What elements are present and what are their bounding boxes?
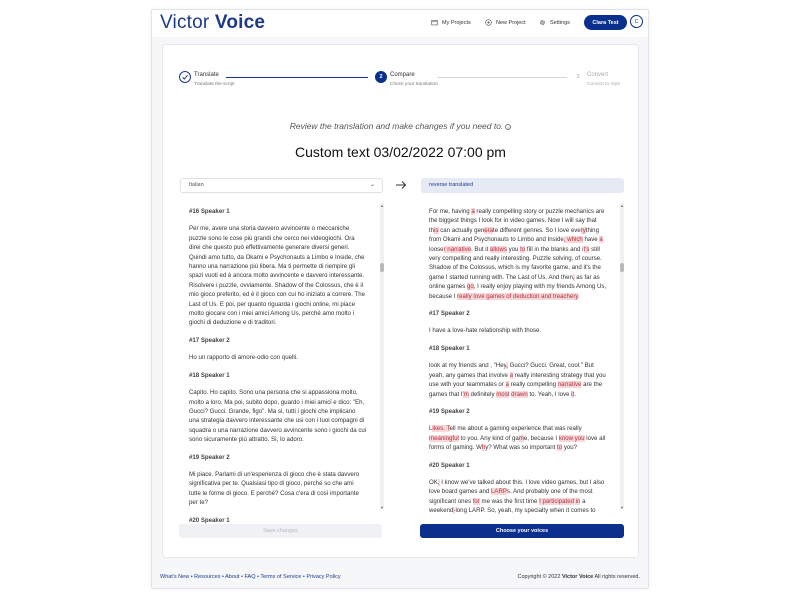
nav-item-label: My Projects xyxy=(442,19,471,26)
footer-link[interactable]: Terms of Service xyxy=(260,574,302,580)
source-language-value: Italian xyxy=(189,182,204,188)
arrow-right-icon xyxy=(395,179,407,191)
step-number: 2 xyxy=(375,71,387,83)
changed-text-highlight[interactable]: ikes. T xyxy=(432,425,450,433)
step-subtitle: Translate the script xyxy=(194,82,235,87)
changed-text-highlight[interactable]: is xyxy=(434,226,439,234)
gear-icon xyxy=(539,19,546,26)
changed-text-highlight[interactable]: a xyxy=(509,371,514,379)
review-instruction xyxy=(163,121,638,131)
footer-separator: • xyxy=(220,574,226,580)
avatar[interactable]: C xyxy=(630,15,643,28)
changed-text-highlight[interactable]: to xyxy=(557,444,563,452)
original-text-panel[interactable] xyxy=(181,203,386,524)
nav-my-projects[interactable] xyxy=(431,19,471,26)
footer-separator: • xyxy=(255,574,261,580)
changed-text-highlight[interactable]: to xyxy=(520,245,526,253)
step-title: Compare xyxy=(390,72,415,78)
changed-text-highlight[interactable]: , which xyxy=(563,236,583,244)
scroll-thumb[interactable] xyxy=(380,263,384,272)
nav-new-project[interactable] xyxy=(485,19,526,26)
speaker-text[interactable]: OK, I know we've talked about this. I love video games, but I also love board games and LARPs. And probably one of the most significant ones for me was the first time I participated in a weekend-long LARP. So, yeah, my specialty when it comes to xyxy=(429,478,605,515)
speaker-heading: #16 Speaker 1 xyxy=(189,208,230,215)
footer-link[interactable]: Resources xyxy=(194,574,221,580)
changed-text-highlight[interactable]: , xyxy=(572,273,575,281)
brand-name-bold: Voice xyxy=(214,12,266,33)
footer-separator: • xyxy=(301,574,307,580)
speaker-heading: #17 Speaker 2 xyxy=(429,310,470,318)
step-connector xyxy=(437,77,567,78)
step-subtitle: Convert to mp3 xyxy=(587,82,620,87)
footer-link[interactable]: About xyxy=(225,574,240,580)
changed-text-highlight[interactable]: , xyxy=(506,362,508,370)
nav-item-label: New Project xyxy=(496,19,526,26)
page-title: Custom text 03/02/2022 07:00 pm xyxy=(295,144,506,160)
copyright-prefix: Copyright © 2022 xyxy=(517,574,562,580)
changed-text-highlight[interactable]: a xyxy=(599,236,603,244)
speaker-text[interactable]: Mi piace. Parlami di un'esperienza di gioco che è stata davvero significativa per te. Qualsiasi tipo di gioco, perché so che ami tutte le forme di gioco. E perché? Cosa c'era di così importante per te? xyxy=(189,470,360,507)
changed-text-highlight[interactable]: most xyxy=(496,390,510,398)
nav-item-label: Settings xyxy=(550,19,570,26)
info-icon[interactable]: i xyxy=(505,124,511,130)
changed-text-highlight[interactable]: it xyxy=(571,390,575,398)
changed-text-highlight[interactable]: t's xyxy=(583,245,590,253)
top-header xyxy=(152,10,648,37)
app-window xyxy=(151,9,649,589)
scrollbar[interactable] xyxy=(380,203,384,510)
speaker-text[interactable]: For me, having a really compelling story or puzzle mechanics are the biggest things I look for in video games. Now I will say that this can actually generate different genres. So I love everything from Okami and Psychonauts to Limbo and Inside, which have a looser narrative. But it allows you to fill in the blanks and it's still very compelling and really interesting. Puzzle solving, of course. Shadow of the Colossus, which is my favorite game, and it's the game I started running with. The Last of Us. And then, as far as online games go, I really enjoy playing with my friends Among Us, because I really love games of deduction and treachery. xyxy=(429,208,607,300)
changed-text-highlight[interactable]: I participated in xyxy=(539,497,581,505)
speaker-heading: #18 Speaker 1 xyxy=(429,344,470,352)
speaker-text[interactable]: I have a love-hate relationship with those. xyxy=(429,327,542,335)
footer-link[interactable]: What's New xyxy=(160,574,190,580)
scrollbar[interactable] xyxy=(620,203,624,510)
changed-text-highlight[interactable]: ry xyxy=(580,226,586,234)
changed-text-highlight[interactable]: LARP xyxy=(491,488,507,496)
review-text: Review the translation and make changes if you need to. xyxy=(289,121,504,131)
changed-text-highlight[interactable]: r narrative xyxy=(443,245,472,253)
step-title: Convert xyxy=(587,72,609,78)
footer-copyright xyxy=(518,574,640,580)
changed-text-highlight[interactable]: for xyxy=(472,497,480,505)
speaker-heading: #20 Speaker 1 xyxy=(189,516,230,524)
translated-text-content xyxy=(429,207,607,524)
original-text-content xyxy=(189,207,367,533)
changed-text-highlight[interactable]: a xyxy=(505,381,509,389)
speaker-text[interactable]: Ho un rapporto di amore-odio con quelli. xyxy=(189,354,298,362)
scroll-down-icon[interactable]: ▼ xyxy=(620,505,624,510)
step-number: 3 xyxy=(576,74,580,80)
nav-settings[interactable] xyxy=(539,19,570,26)
choose-voices-button[interactable]: Choose your voices xyxy=(420,524,624,538)
footer-separator: • xyxy=(239,574,245,580)
changed-text-highlight[interactable]: go xyxy=(466,283,474,291)
footer-link[interactable]: Privacy Policy xyxy=(306,574,341,580)
changed-text-highlight[interactable]: m xyxy=(518,434,524,442)
changed-text-highlight[interactable]: - xyxy=(453,507,456,515)
scroll-up-icon[interactable]: ▲ xyxy=(620,203,624,208)
brand-name-light: Victor xyxy=(160,12,215,33)
user-menu-button[interactable]: Clara Test xyxy=(584,15,627,30)
check-icon xyxy=(179,71,191,83)
changed-text-highlight[interactable]: really love games of deduction and treachery xyxy=(457,292,578,300)
changed-text-highlight[interactable]: meaningful xyxy=(429,434,459,442)
changed-text-highlight[interactable]: allows xyxy=(489,245,507,253)
speaker-heading: #19 Speaker 2 xyxy=(429,407,470,415)
scroll-down-icon[interactable]: ▼ xyxy=(380,505,384,510)
copyright-brand: Victor Voice xyxy=(561,574,594,580)
speaker-text[interactable]: Per me, avere una storia davvero avvincente o meccaniche puzzle sono le cose più grandi che cerco nei videogiochi. Ora direi che questo può effettivamente generare diversi generi. Quindi amo tutto, da Okami e Psychonauts a Limbo e Inside, che hanno una narrazione più libera. Ma ti permette di riempire gli spazi vuoti ed è ancora molto avvincente e davvero interessante. Risolvere i puzzle, ovviamente. Shadow of the Colossus, che è il mio gioco preferito, ed è il gioco con cui ho iniziato a correre. The Last of Us. E poi, per quanto riguarda i giochi online, mi piace molto giocare con i miei amici Among Us, perché amo molto i giochi di deduzione e di traditori. xyxy=(189,225,366,327)
speaker-heading: #18 Speaker 1 xyxy=(189,371,230,379)
changed-text-highlight[interactable]: 'm xyxy=(462,390,469,398)
changed-text-highlight[interactable]: drawn xyxy=(511,390,528,398)
changed-text-highlight[interactable]: era xyxy=(484,226,494,234)
footer-links xyxy=(160,574,341,580)
speaker-heading: #17 Speaker 2 xyxy=(189,336,230,344)
changed-text-highlight[interactable]: , xyxy=(437,478,440,486)
footer-link[interactable]: FAQ xyxy=(244,574,256,580)
folder-icon xyxy=(431,19,438,26)
speaker-text[interactable]: Likes. Tell me about a gaming experience that was really meaningful to you. Any kind of game, because I know you love all forms of gaming. Why? What was so important to you? xyxy=(429,425,606,452)
copyright-suffix: All rights reserved. xyxy=(593,574,640,580)
save-changes-button[interactable]: Save changes xyxy=(179,524,382,538)
translated-text-panel[interactable] xyxy=(421,203,626,515)
chevron-down-icon: ⌄ xyxy=(369,182,375,188)
scroll-thumb[interactable] xyxy=(620,263,624,272)
speaker-heading: #19 Speaker 2 xyxy=(189,453,230,461)
step-connector xyxy=(226,77,368,78)
step-title: Translate xyxy=(194,72,219,78)
speaker-text[interactable]: Capito. Ho capito. Sono una persona che si appassiona molto, molto a loro. Ma poi, subito dopo, guardo i miei amici e dico: "Eh, Gucci? Gucci. Grande, figo". Ma sì, tutti i giochi che implicano una strategia davvero interessante che usi con i tuoi compagni di squadra o una narrazione davvero avvincente sono i giochi da cui sono sicuramente più attratto. Sì, lo adoro. xyxy=(189,389,367,444)
source-language-select[interactable] xyxy=(180,178,383,193)
changed-text-highlight[interactable]: narrative xyxy=(557,381,582,389)
translated-label-field: reverse translated xyxy=(421,178,624,193)
footer-separator: • xyxy=(189,574,195,580)
speaker-text[interactable]: look at my friends and , "Hey, Gucci? Gucci. Great, cool." But yeah, any games that involve a really interesting strategy that you use with your teammates or a really compelling narrative are the games that I'm definitely most drawn to. Yeah, I love it. xyxy=(429,362,606,398)
scroll-up-icon[interactable]: ▲ xyxy=(380,203,384,208)
compare-card xyxy=(162,44,639,558)
changed-text-highlight[interactable]: a xyxy=(471,208,475,215)
changed-text-highlight[interactable]: know you xyxy=(558,434,585,442)
brand-logo[interactable] xyxy=(160,12,265,34)
changed-text-highlight[interactable]: h xyxy=(481,444,486,452)
speaker-heading: #20 Speaker 1 xyxy=(429,461,470,469)
step-subtitle: Check your translation xyxy=(390,82,438,87)
plus-circle-icon xyxy=(485,19,492,26)
